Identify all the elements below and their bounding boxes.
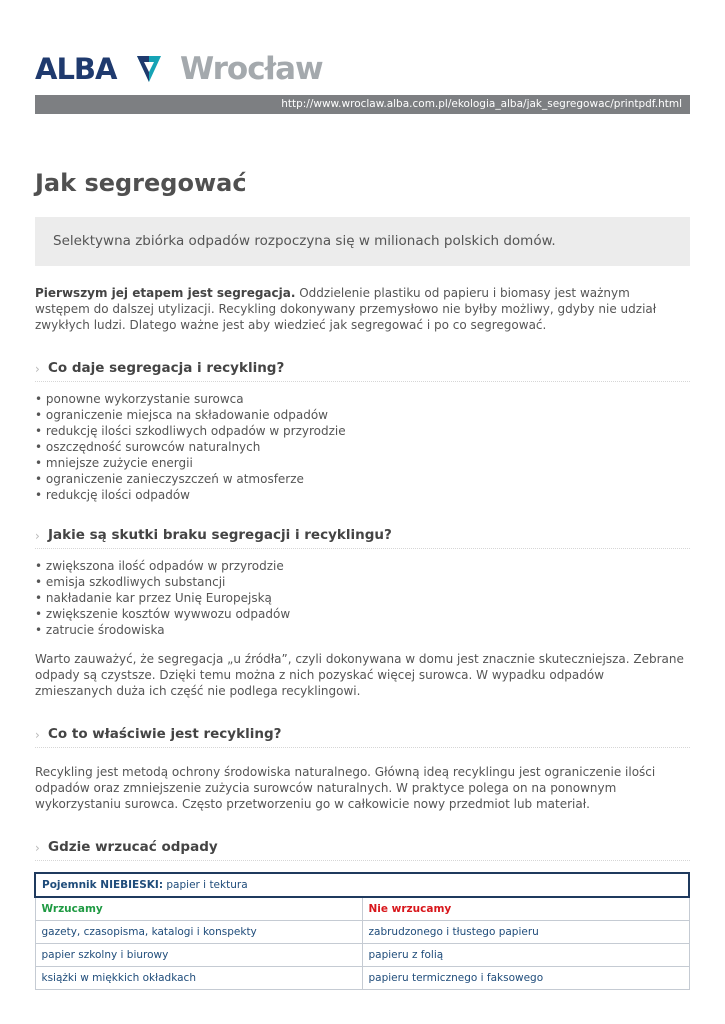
lead-box: Selektywna zbiórka odpadów rozpoczyna się w milionach polskich domów. — [35, 217, 690, 266]
section-heading-consequences — [35, 526, 690, 549]
column-header-out: Nie wrzucamy — [362, 897, 689, 921]
container-desc: papier i tektura — [166, 879, 248, 891]
column-header-in: Wrzucamy — [35, 897, 362, 921]
source-segregation-paragraph: Warto zauważyć, że segregacja „u źródła”, czyli dokonywana w domu jest znacznie skuteczniejsza. Zebrane odpady są czystsze. Dzięki temu można z nich pozyskać więcej surowca. W wypadku odpadów zmieszanych duża ich część nie podlega recyklingowi. — [35, 652, 684, 698]
page-url: http://www.wroclaw.alba.com.pl/ekologia_alba/jak_segregowac/printpdf.html — [35, 95, 690, 114]
blue-bin-table — [34, 872, 690, 990]
section-title: Co daje segregacja i recykling? — [48, 360, 285, 376]
list-item: • emisja szkodliwych substancji — [35, 574, 290, 590]
section-title: Jakie są skutki braku segregacji i recyklingu? — [48, 527, 392, 543]
site-header — [35, 52, 335, 86]
intro-text: Oddzielenie plastiku od papieru i biomasy jest ważnym wstępem do dalszej utylizacji. Recykling dokonywany przemysłowo nie byłby możliwy, gdyby nie udział zwykłych ludzi. Dlatego ważne jest aby wiedzieć jak segregować i po co segregować. — [35, 286, 657, 332]
table-cell: papier szkolny i biurowy — [35, 944, 362, 967]
list-item: • ograniczenie zanieczyszczeń w atmosferze — [35, 471, 346, 487]
benefits-list — [35, 391, 346, 503]
table-columns-row — [35, 897, 689, 921]
list-item: • redukcję ilości odpadów — [35, 487, 346, 503]
list-item: • zwiększona ilość odpadów w przyrodzie — [35, 558, 290, 574]
list-item: • nakładanie kar przez Unię Europejską — [35, 590, 290, 606]
container-cell — [35, 873, 689, 897]
table-cell: gazety, czasopisma, katalogi i konspekty — [35, 921, 362, 944]
city-name: Wrocław — [180, 51, 323, 87]
list-item: • redukcję ilości szkodliwych odpadów w przyrodzie — [35, 423, 346, 439]
list-item: • ponowne wykorzystanie surowca — [35, 391, 346, 407]
alba-logo-icon — [135, 54, 163, 84]
chevron-right-icon: › — [35, 529, 40, 543]
section-heading-recycling — [35, 725, 690, 748]
intro-paragraph — [35, 285, 685, 333]
section-title: Gdzie wrzucać odpady — [48, 839, 218, 855]
consequences-list — [35, 558, 290, 638]
table-cell: zabrudzonego i tłustego papieru — [362, 921, 689, 944]
table-row — [35, 944, 689, 967]
table-cell: papieru z folią — [362, 944, 689, 967]
alba-logo-text: ALBA — [35, 52, 117, 86]
recycling-paragraph: Recykling jest metodą ochrony środowiska naturalnego. Główną ideą recyklingu jest ograniczenie ilości odpadów oraz zmniejszenie zużycia surowców naturalnych. W praktyce polega on na ponownym wykorzystaniu surowca. Często przetworzeniu go w całkowicie nowy przedmiot lub materiał. — [35, 765, 656, 811]
list-item: • oszczędność surowców naturalnych — [35, 439, 346, 455]
section-heading-where — [35, 838, 690, 861]
chevron-right-icon: › — [35, 841, 40, 855]
page-title: Jak segregować — [35, 169, 247, 197]
section-heading-benefits — [35, 359, 690, 382]
list-item: • zwiększenie kosztów wywwozu odpadów — [35, 606, 290, 622]
table-row — [35, 921, 689, 944]
list-item: • zatrucie środowiska — [35, 622, 290, 638]
list-item: • mniejsze zużycie energii — [35, 455, 346, 471]
list-item: • ograniczenie miejsca na składowanie odpadów — [35, 407, 346, 423]
chevron-right-icon: › — [35, 728, 40, 742]
table-cell: papieru termicznego i faksowego — [362, 967, 689, 990]
table-header-row — [35, 873, 689, 897]
chevron-right-icon: › — [35, 362, 40, 376]
intro-bold: Pierwszym jej etapem jest segregacja. — [35, 286, 296, 300]
table-row — [35, 967, 689, 990]
table-cell: książki w miękkich okładkach — [35, 967, 362, 990]
container-label: Pojemnik NIEBIESKI: — [42, 879, 164, 891]
section-title: Co to właściwie jest recykling? — [48, 726, 282, 742]
